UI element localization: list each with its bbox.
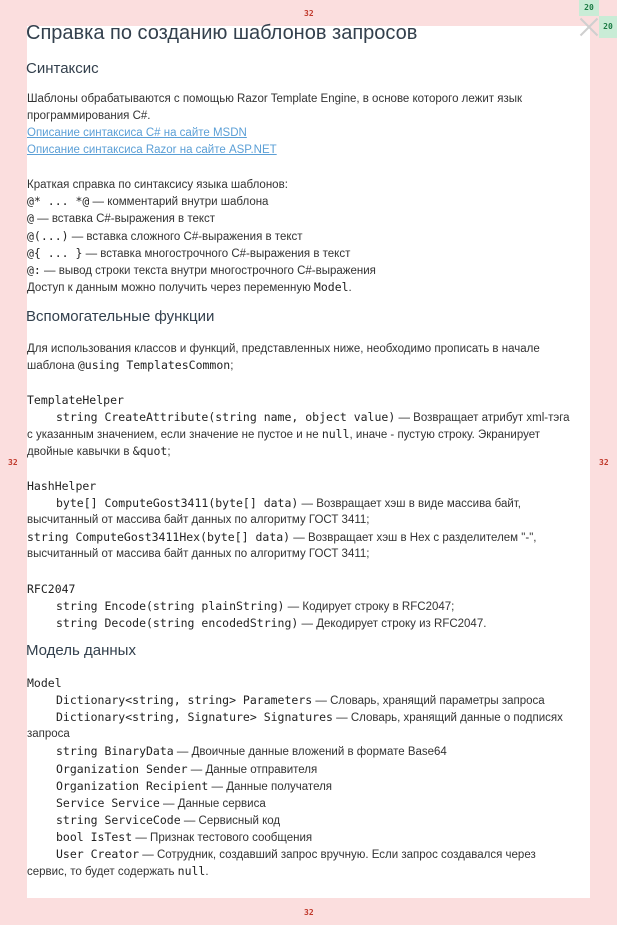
msdn-link[interactable]: Описание синтаксиса C# на сайте MSDN xyxy=(27,127,247,139)
model-field-code: bool IsTest xyxy=(56,830,133,844)
gost-text: — Возвращает хэш в виде массива байт, xyxy=(298,498,521,510)
aspnet-link-row xyxy=(27,142,590,159)
helpers-intro: Для использования классов и функций, представленных ниже, необходимо прописать в начале xyxy=(27,343,540,355)
model-field xyxy=(56,743,590,761)
create-attribute-desc-3 xyxy=(27,443,590,461)
model-field-code: User Creator xyxy=(56,847,140,861)
model-field-text: — Словарь, хранящий данные о подписях xyxy=(332,712,563,724)
model-field-text: — Данные получателя xyxy=(208,781,333,793)
model-field xyxy=(56,829,590,847)
model-class: Model xyxy=(27,676,62,690)
model-access-note xyxy=(27,279,590,297)
margin-label-bottom: 32 xyxy=(304,908,314,917)
quot-desc-prefix: двойные кавычки в xyxy=(27,446,133,458)
close-icon[interactable] xyxy=(579,17,599,37)
model-field-code: string ServiceCode xyxy=(56,813,181,827)
quot-code: &quot xyxy=(132,444,168,458)
margin-label-left: 32 xyxy=(8,458,18,467)
model-field-text: — Сервисный код xyxy=(180,815,281,827)
gost-row xyxy=(56,495,590,513)
decode-row xyxy=(56,615,590,633)
hash-helper-class: HashHelper xyxy=(27,479,97,493)
model-access-suffix: . xyxy=(348,282,352,294)
model-field-text: — Признак тестового сообщения xyxy=(132,832,313,844)
corner-label-b: 20 xyxy=(599,16,617,38)
syntax-item-text: — вывод строки текста внутри многострочного C#-выражения xyxy=(40,265,376,277)
model-field-code: Organization Recipient xyxy=(56,779,209,793)
null-code: null xyxy=(321,427,350,441)
model-field xyxy=(56,778,590,796)
syntax-item-text: — комментарий внутри шаблона xyxy=(89,196,269,208)
decode-code: string Decode(string encodedString) xyxy=(56,616,299,630)
creator-desc-suffix: . xyxy=(205,866,209,878)
gosthex-text: — Возвращает хэш в Hex с разделителем "-", xyxy=(290,532,537,544)
syntax-item xyxy=(27,262,590,280)
model-field-text: — Данные сервиса xyxy=(159,798,266,810)
helpers-intro-2 xyxy=(27,357,590,375)
model-field-text: — Данные отправителя xyxy=(187,764,318,776)
encode-text: — Кодирует строку в RFC2047; xyxy=(284,601,455,613)
syntax-intro-2: программирования C#. xyxy=(27,110,151,122)
model-access-text: Доступ к данным можно получить через переменную xyxy=(27,282,314,294)
model-field-cont xyxy=(27,863,590,881)
quot-desc-suffix: ; xyxy=(167,446,171,458)
creator-desc-prefix: сервис, то будет содержать xyxy=(27,866,178,878)
syntax-item xyxy=(27,245,590,263)
model-field-code: string BinaryData xyxy=(56,744,174,758)
syntax-item xyxy=(27,193,590,211)
syntax-item-code: @ xyxy=(27,211,34,225)
aspnet-link[interactable]: Описание синтаксиса Razor на сайте ASP.NET xyxy=(27,144,277,156)
syntax-item-code: @{ ... } xyxy=(27,246,83,260)
create-attribute-desc-prefix: с указанным значением, если значение не пустое и не xyxy=(27,429,322,441)
syntax-heading: Синтаксис xyxy=(26,60,99,77)
helpers-intro-suffix: ; xyxy=(230,360,234,372)
create-attribute-row xyxy=(56,409,590,427)
template-helper-class: TemplateHelper xyxy=(27,393,124,407)
model-field xyxy=(56,812,590,830)
decode-text: — Декодирует строку из RFC2047. xyxy=(298,618,487,630)
gosthex-desc-2: высчитанный от массива байт данных по алгоритму ГОСТ 3411; xyxy=(27,548,370,560)
gosthex-row xyxy=(27,529,590,547)
model-field xyxy=(56,846,590,864)
model-heading: Модель данных xyxy=(26,642,136,659)
helpers-intro-prefix: шаблона xyxy=(27,360,78,372)
helpers-heading: Вспомогательные функции xyxy=(26,308,215,325)
model-field-code: Dictionary<string, Signature> Signatures xyxy=(56,710,333,724)
model-field-code: Service Service xyxy=(56,796,160,810)
create-attribute-text: — Возвращает атрибут xml-тэга xyxy=(395,412,570,424)
model-field xyxy=(56,761,590,779)
rfc-class: RFC2047 xyxy=(27,582,76,596)
msdn-link-row xyxy=(27,125,590,142)
create-attribute-desc-2 xyxy=(27,426,590,444)
gost-desc-2: высчитанный от массива байт данных по алгоритму ГОСТ 3411; xyxy=(27,514,370,526)
encode-code: string Encode(string plainString) xyxy=(56,599,285,613)
create-attribute-code: string CreateAttribute(string name, object value) xyxy=(56,410,396,424)
syntax-intro: Шаблоны обрабатываются с помощью Razor Template Engine, в основе которого лежит язык xyxy=(27,93,523,105)
model-field-cont: запроса xyxy=(27,728,70,740)
null-code: null xyxy=(177,864,206,878)
model-field-text: — Сотрудник, создавший запрос вручную. Если запрос создавался через xyxy=(139,849,536,861)
model-field-text: — Двоичные данные вложений в формате Base64 xyxy=(173,746,447,758)
model-field-text: — Словарь, хранящий параметры запроса xyxy=(312,695,545,707)
syntax-item xyxy=(27,210,590,228)
model-field xyxy=(56,709,590,727)
model-field xyxy=(56,692,590,710)
syntax-item-text: — вставка C#-выражения в текст xyxy=(33,213,216,225)
gost-code: byte[] ComputeGost3411(byte[] data) xyxy=(56,496,299,510)
margin-label-top: 32 xyxy=(304,9,314,18)
syntax-item-code: @* ... *@ xyxy=(27,194,90,208)
page-title: Справка по созданию шаблонов запросов xyxy=(26,22,418,44)
model-field-code: Organization Sender xyxy=(56,762,188,776)
gosthex-code: string ComputeGost3411Hex(byte[] data) xyxy=(27,530,291,544)
syntax-item-code: @(...) xyxy=(27,229,69,243)
syntax-item-text: — вставка сложного C#-выражения в текст xyxy=(68,231,303,243)
using-directive-code: @using TemplatesCommon xyxy=(77,358,231,372)
margin-label-right: 32 xyxy=(599,458,609,467)
create-attribute-desc-suffix: , иначе - пустую строку. Экранирует xyxy=(349,429,540,441)
model-field-code: Dictionary<string, string> Parameters xyxy=(56,693,313,707)
corner-label-a: 20 xyxy=(579,0,599,16)
encode-row xyxy=(56,598,590,616)
syntax-item-text: — вставка многострочного C#-выражения в текст xyxy=(82,248,351,260)
model-field xyxy=(56,795,590,813)
syntax-brief: Краткая справка по синтаксису языка шаблонов: xyxy=(27,179,288,191)
syntax-item xyxy=(27,228,590,246)
syntax-item-code: @: xyxy=(27,263,41,277)
model-access-code: Model xyxy=(313,280,349,294)
